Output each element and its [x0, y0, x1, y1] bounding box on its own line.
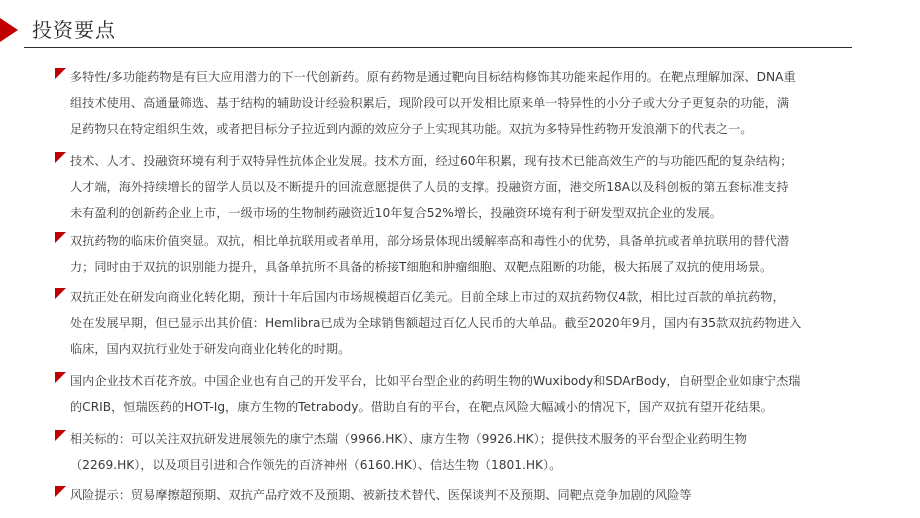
text-line: 风险提示：贸易摩擦超预期、双抗产品疗效不及预期、被新技术替代、医保谈判不及预期、同靶点竞争加剧的风险等: [70, 488, 692, 502]
bullet-marker-icon: [55, 486, 66, 497]
text-line: 国内企业技术百花齐放。中国企业也有自己的开发平台，比如平台型企业的药明生物的Wuxibody和SDArBody，自研型企业如康宁杰瑞: [70, 374, 801, 388]
text-line: 足药物只在特定组织生效，或者把目标分子拉近到内源的效应分子上实现其功能。双抗为多特异性药物开发浪潮下的代表之一。: [70, 122, 753, 136]
text-line: （2269.HK），以及项目引进和合作领先的百济神州（6160.HK）、信达生物（1801.HK）。: [70, 458, 562, 472]
text-line: 未有盈利的创新药企业上市，一级市场的生物制药融资近10年复合52%增长，投融资环境有利于研发型双抗企业的发展。: [70, 206, 722, 220]
bullet-multispecific-drugs: [52, 64, 890, 142]
bullet-text: [70, 368, 890, 420]
text-line: 组技术使用、高通量筛选、基于结构的辅助设计经验积累后，现阶段可以开发相比原来单一特异性的小分子或大分子更复杂的功能，满: [70, 96, 790, 110]
text-line: 人才端，海外持续增长的留学人员以及不断提升的回流意愿提供了人员的支撑。投融资方面，港交所18A以及科创板的第五套标准支持: [70, 180, 789, 194]
text-line: 双抗正处在研发向商业化转化期，预计十年后国内市场规模超百亿美元。目前全球上市过的双抗药物仅4款，相比过百款的单抗药物，: [70, 290, 785, 304]
text-line: 多特性/多功能药物是有巨大应用潜力的下一代创新药。原有药物是通过靶向目标结构修饰其功能来起作用的。在靶点理解加深、DNA重: [70, 70, 796, 84]
bullet-domestic-platforms: [52, 368, 890, 420]
bullet-marker-icon: [55, 68, 66, 79]
bullet-marker-icon: [55, 430, 66, 441]
text-line: 双抗药物的临床价值突显。双抗，相比单抗联用或者单用，部分场景体现出缓解率高和毒性小的优势，具备单抗或者单抗联用的替代潜: [70, 234, 790, 248]
title-accent-triangle: [0, 18, 18, 42]
bullet-related-stocks: [52, 426, 890, 478]
page-title: 投资要点: [32, 18, 116, 42]
text-line: 相关标的：可以关注双抗研发进展领先的康宁杰瑞（9966.HK）、康方生物（9926.HK）；提供技术服务的平台型企业药明生物: [70, 432, 747, 446]
text-line: 技术、人才、投融资环境有利于双特异性抗体企业发展。技术方面，经过60年积累，现有技术已能高效生产的与功能匹配的复杂结构；: [70, 154, 793, 168]
bullet-marker-icon: [55, 372, 66, 383]
bullet-text: [70, 148, 890, 226]
bullet-clinical-value: [52, 228, 890, 280]
bullet-commercialization: [52, 284, 890, 362]
bullet-tech-talent-funding: [52, 148, 890, 226]
bullet-risk-warning: [52, 482, 890, 508]
bullet-marker-icon: [55, 288, 66, 299]
text-line: 的CRIB，恒瑞医药的HOT-Ig，康方生物的Tetrabody。借助自有的平台，在靶点风险大幅减小的情况下，国产双抗有望开花结果。: [70, 400, 773, 414]
text-line: 处在发展早期，但已显示出其价值：Hemlibra已成为全球销售额超过百亿人民币的大单品。截至2020年9月，国内有35款双抗药物进入: [70, 316, 802, 330]
bullet-text: [70, 228, 890, 280]
bullet-marker-icon: [55, 152, 66, 163]
bullet-text: [70, 482, 890, 508]
title-divider: [24, 47, 852, 48]
text-line: 力；同时由于双抗的识别能力提升，具备单抗所不具备的桥接T细胞和肿瘤细胞、双靶点阻断的功能，极大拓展了双抗的使用场景。: [70, 260, 773, 274]
bullet-text: [70, 284, 890, 362]
bullet-text: [70, 426, 890, 478]
bullet-text: [70, 64, 890, 142]
bullet-marker-icon: [55, 232, 66, 243]
text-line: 临床，国内双抗行业处于研发向商业化转化的时期。: [70, 342, 351, 356]
